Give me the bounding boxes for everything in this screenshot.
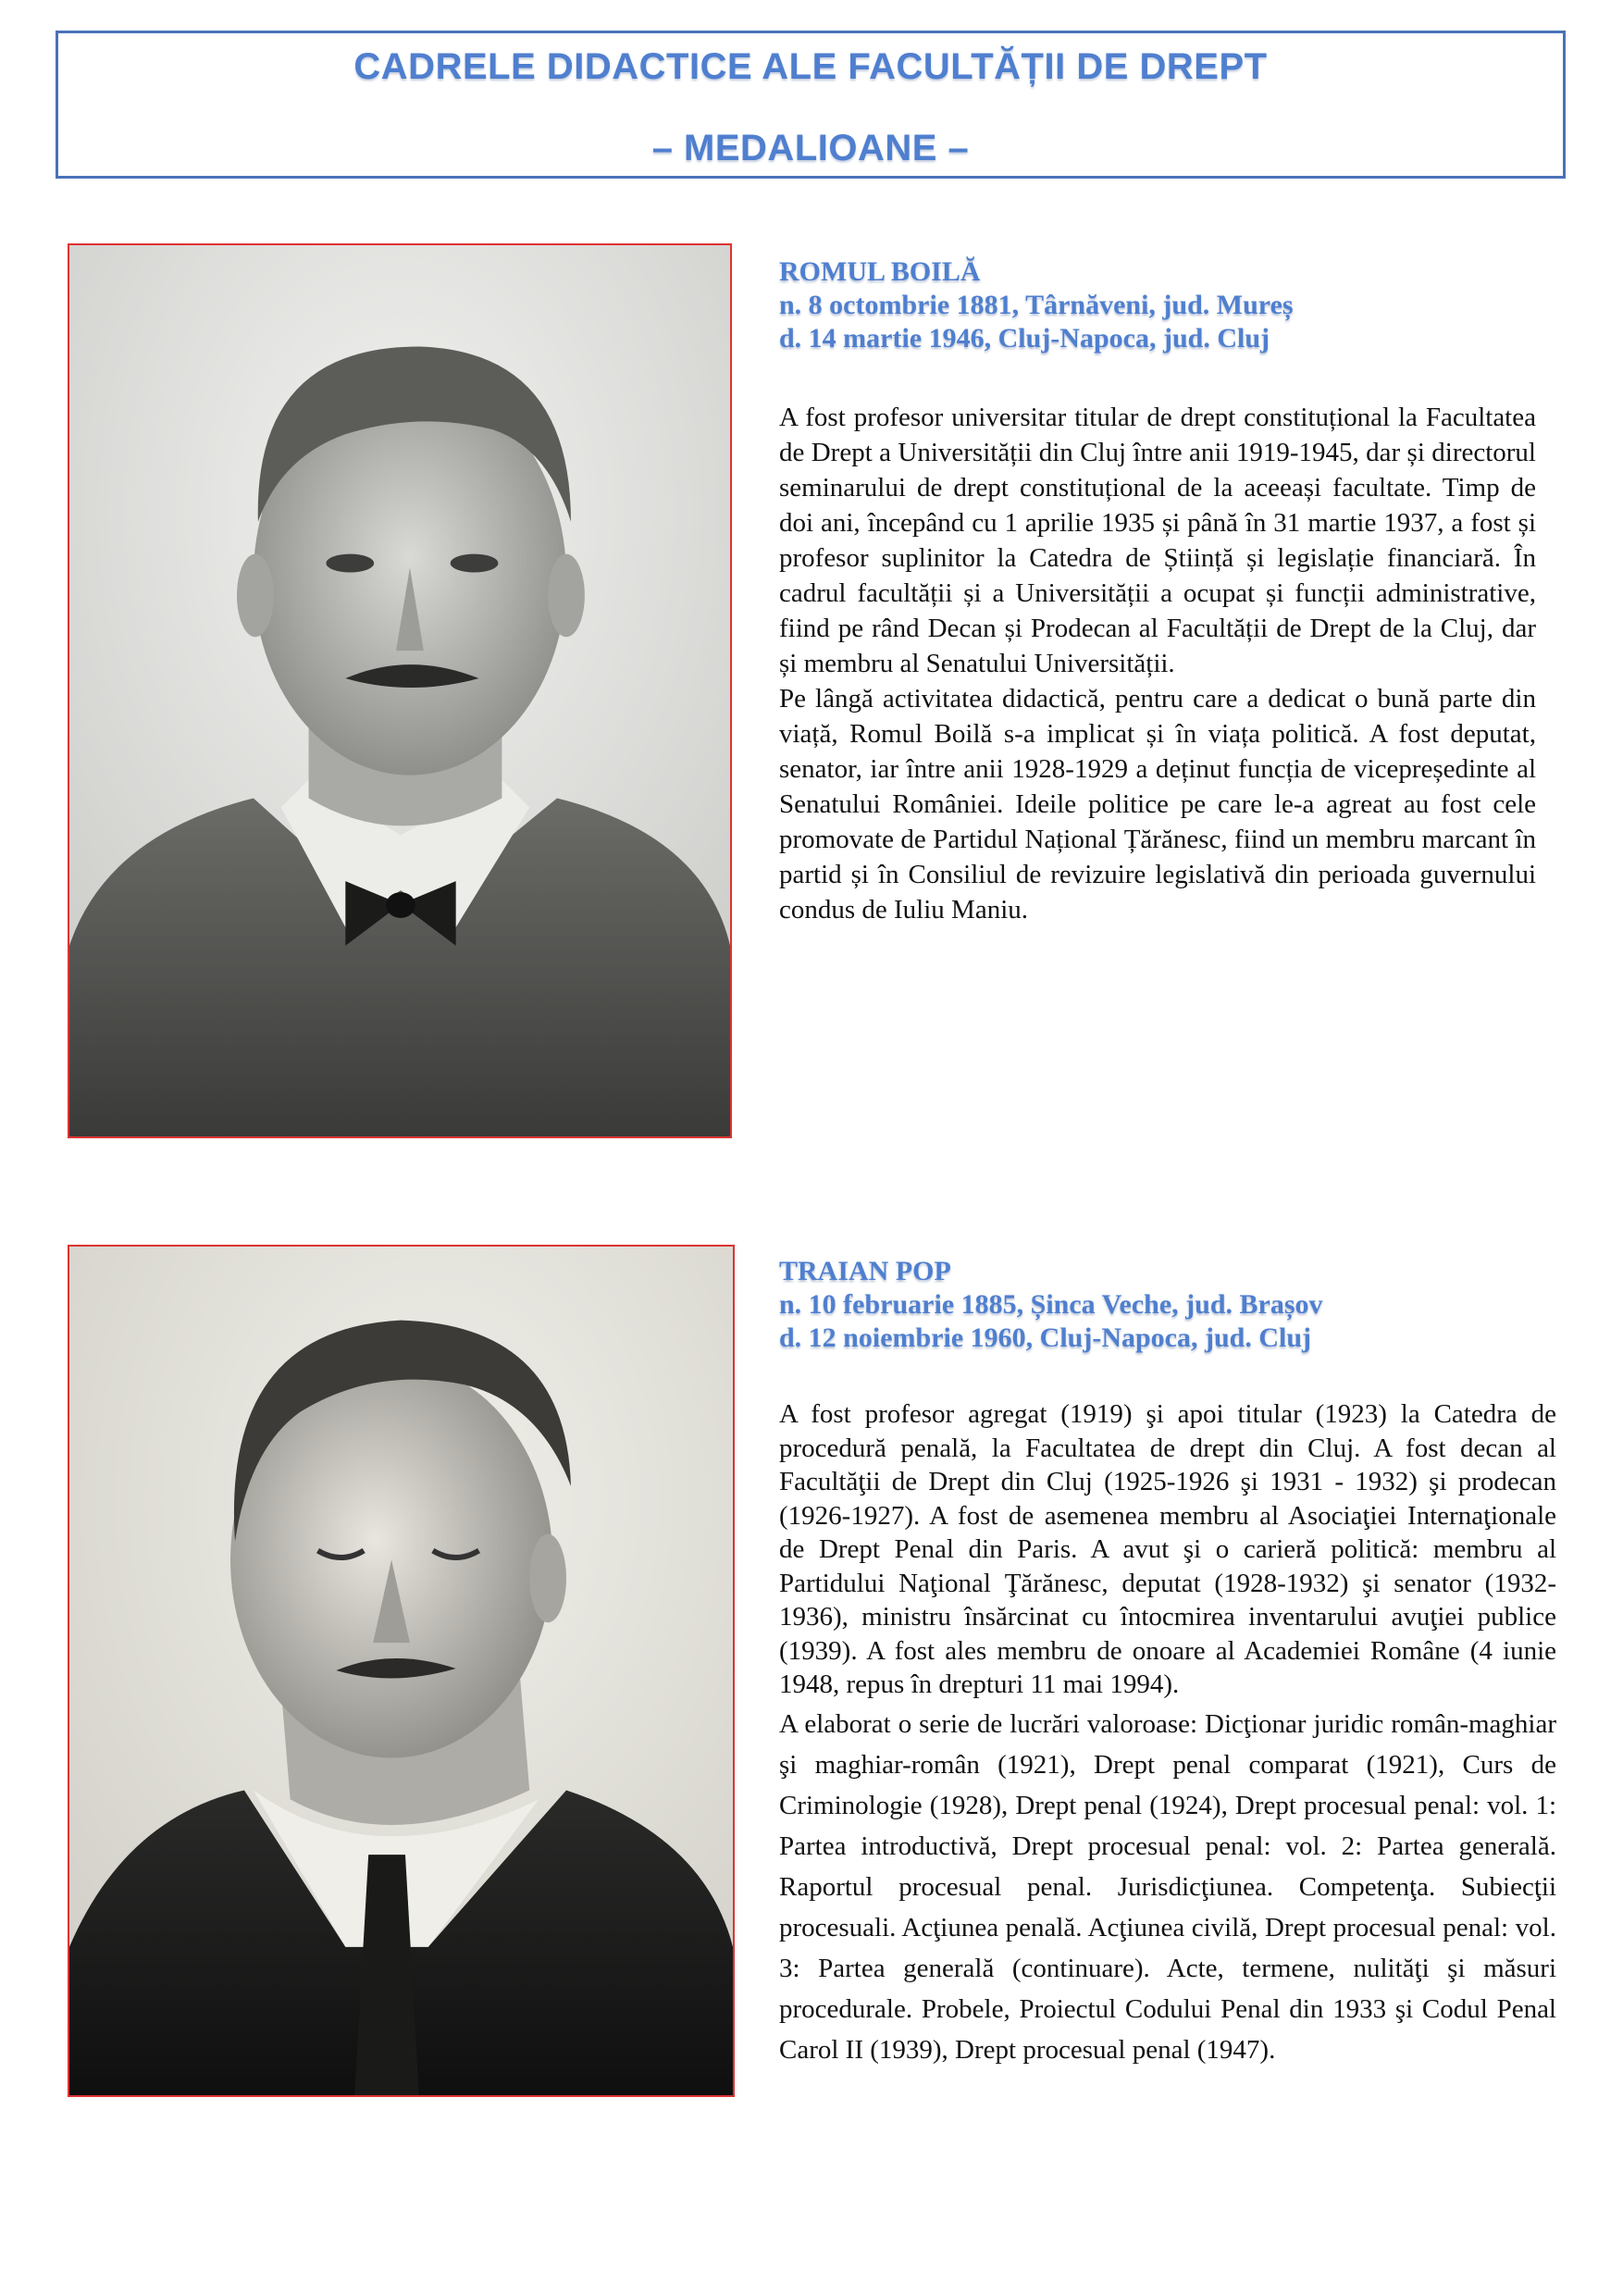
profile-paragraph-1a: A fost profesor universitar titular de drept constituțional la Facultatea de Drept a Universității din Cluj între anii 1919-1945, dar și directorul seminarului de drept constituțional de la aceeași facultate. Timp de doi ani, începând cu 1 aprilie 1935 și până în 31 martie 1937, a fost și profesor suplinitor la Catedra de Știință și legislație financiară. În cadrul facultății și a Universității a ocupat și funcții administrative, fiind pe rând Decan și Prodecan al Facultății de Drept de la Cluj, dar și membru al Senatului Universității.	[779, 403, 1536, 678]
header-box	[56, 31, 1566, 179]
profile-paragraph-2a: A fost profesor agregat (1919) şi apoi titular (1923) la Catedra de procedură penală, la Facultatea de drept din Cluj. A fost decan al Facultăţii de Drept din Cluj (1925-1926 şi 1931 - 1932) şi prodecan (1926-1927). A fost de asemenea membru al Asociaţiei Internaţionale de Drept Penal din Paris. A avut şi o carieră politică: membru al Partidului Naţional Ţărănesc, deputat (1928-1932) şi senator (1932-1936), ministru însărcinat cu întocmirea inventarului avuţiei publice (1939). A fost ales membru de onoare al Academiei Române (4 iunie 1948, repus în drepturi 11 mai 1994).	[779, 1399, 1556, 1699]
profile-born-1: n. 8 octombrie 1881, Târnăveni, jud. Mureș	[779, 290, 1294, 320]
portrait-photo-2	[68, 1245, 735, 2097]
profile-paragraph-1b: Pe lângă activitatea didactică, pentru care a dedicat o bună parte din viață, Romul Boilă s-a implicat și în viața politică. A fost deputat, senator, iar între anii 1928-1929 a deținut funcția de vicepreședinte al Senatului României. Ideile politice pe care le-a agreat au fost cele promovate de Partidul Național Țărănesc, fiind un membru marcant în partid și în Consiliul de revizuire legislativă din perioada guvernului condus de Iuliu Maniu.	[779, 684, 1536, 925]
profile-name-1: ROMUL BOILĂ	[779, 256, 981, 287]
portrait-photo-1	[68, 243, 732, 1138]
portrait-image-1	[69, 245, 730, 1136]
profile-paragraph-2b: A elaborat o serie de lucrări valoroase: Dicţionar juridic român-maghiar şi maghiar-român (1921), Drept penal comparat (1921), Curs de Criminologie (1928), Drept penal (1924), Drept procesual penal: vol. 1: Partea introductivă, Drept procesual penal: vol. 2: Partea generală. Raportul procesual penal. Jurisdicţiunea. Competenţa. Subiecţii procesuali. Acţiunea penală. Acţiunea civilă, Drept procesual penal: vol. 3: Partea generală (continuare). Acte, termene, nulităţi şi măsuri procedurale. Probele, Proiectul Codului Penal din 1933 şi Codul Penal Carol II (1939), Drept procesual penal (1947).	[779, 1708, 1556, 2065]
profile-bio-1	[779, 255, 1536, 927]
page-subtitle: – MEDALIOANE –	[651, 128, 970, 168]
profile-born-2: n. 10 februarie 1885, Șinca Veche, jud. Brașov	[779, 1289, 1323, 1320]
profile-died-1: d. 14 martie 1946, Cluj-Napoca, jud. Cluj	[779, 323, 1270, 354]
page-title: CADRELE DIDACTICE ALE FACULTĂȚII DE DREPT	[353, 46, 1268, 87]
profile-bio-2	[779, 1255, 1556, 2070]
profile-name-2: TRAIAN POP	[779, 1256, 951, 1286]
profile-died-2: d. 12 noiembrie 1960, Cluj-Napoca, jud. Cluj	[779, 1322, 1312, 1353]
portrait-image-2	[69, 1247, 733, 2095]
